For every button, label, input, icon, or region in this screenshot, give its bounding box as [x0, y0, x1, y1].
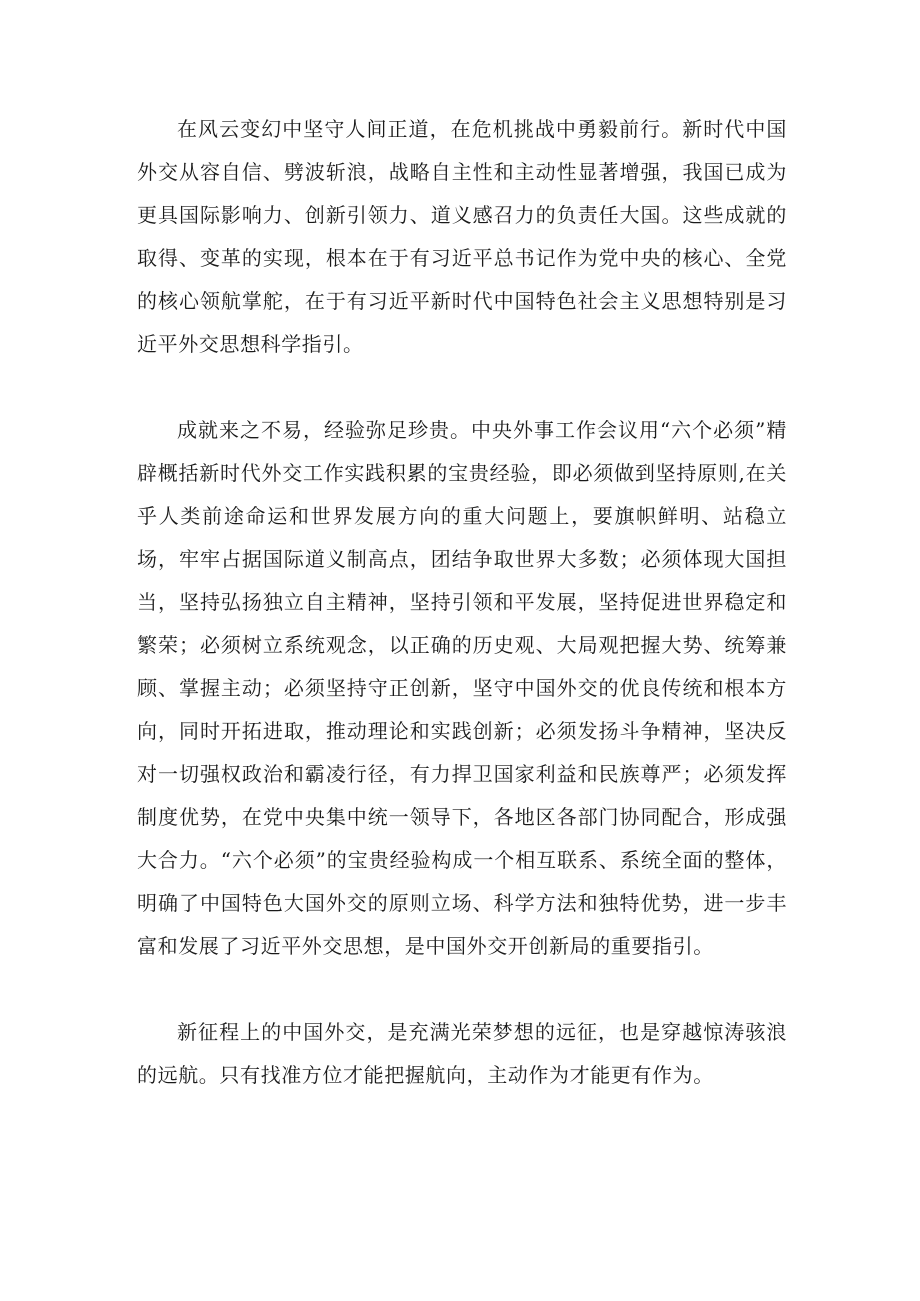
paragraph-3: 新征程上的中国外交，是充满光荣梦想的远征，也是穿越惊涛骇浪的远航。只有找准方位才能把握航向，主动作为才能更有作为。 [137, 1020, 787, 1087]
article-body [137, 108, 787, 1097]
paragraph-2: 成就来之不易，经验弥足珍贵。中央外事工作会议用“六个必须”精辟概括新时代外交工作实践积累的宝贵经验，即必须做到坚持原则,在关乎人类前途命运和世界发展方向的重大问题上，要旗帜鲜明、站稳立场，牢牢占据国际道义制高点，团结争取世界大多数；必须体现大国担当，坚持弘扬独立自主精神，坚持引领和平发展，坚持促进世界稳定和繁荣；必须树立系统观念，以正确的历史观、大局观把握大势、统筹兼顾、掌握主动；必须坚持守正创新，坚守中国外交的优良传统和根本方向，同时开拓进取，推动理论和实践创新；必须发扬斗争精神，坚决反对一切强权政治和霸凌行径，有力捍卫国家利益和民族尊严；必须发挥制度优势，在党中央集中统一领导下，各地区各部门协同配合，形成强大合力。“六个必须”的宝贵经验构成一个相互联系、系统全面的整体，明确了中国特色大国外交的原则立场、科学方法和独特优势，进一步丰富和发展了习近平外交思想，是中国外交开创新局的重要指引。 [137, 418, 787, 958]
paragraph-1: 在风云变幻中坚守人间正道，在危机挑战中勇毅前行。新时代中国外交从容自信、劈波斩浪，战略自主性和主动性显著增强，我国已成为更具国际影响力、创新引领力、道义感召力的负责任大国。这些成就的取得、变革的实现，根本在于有习近平总书记作为党中央的核心、全党的核心领航掌舵，在于有习近平新时代中国特色社会主义思想特别是习近平外交思想科学指引。 [137, 117, 787, 356]
